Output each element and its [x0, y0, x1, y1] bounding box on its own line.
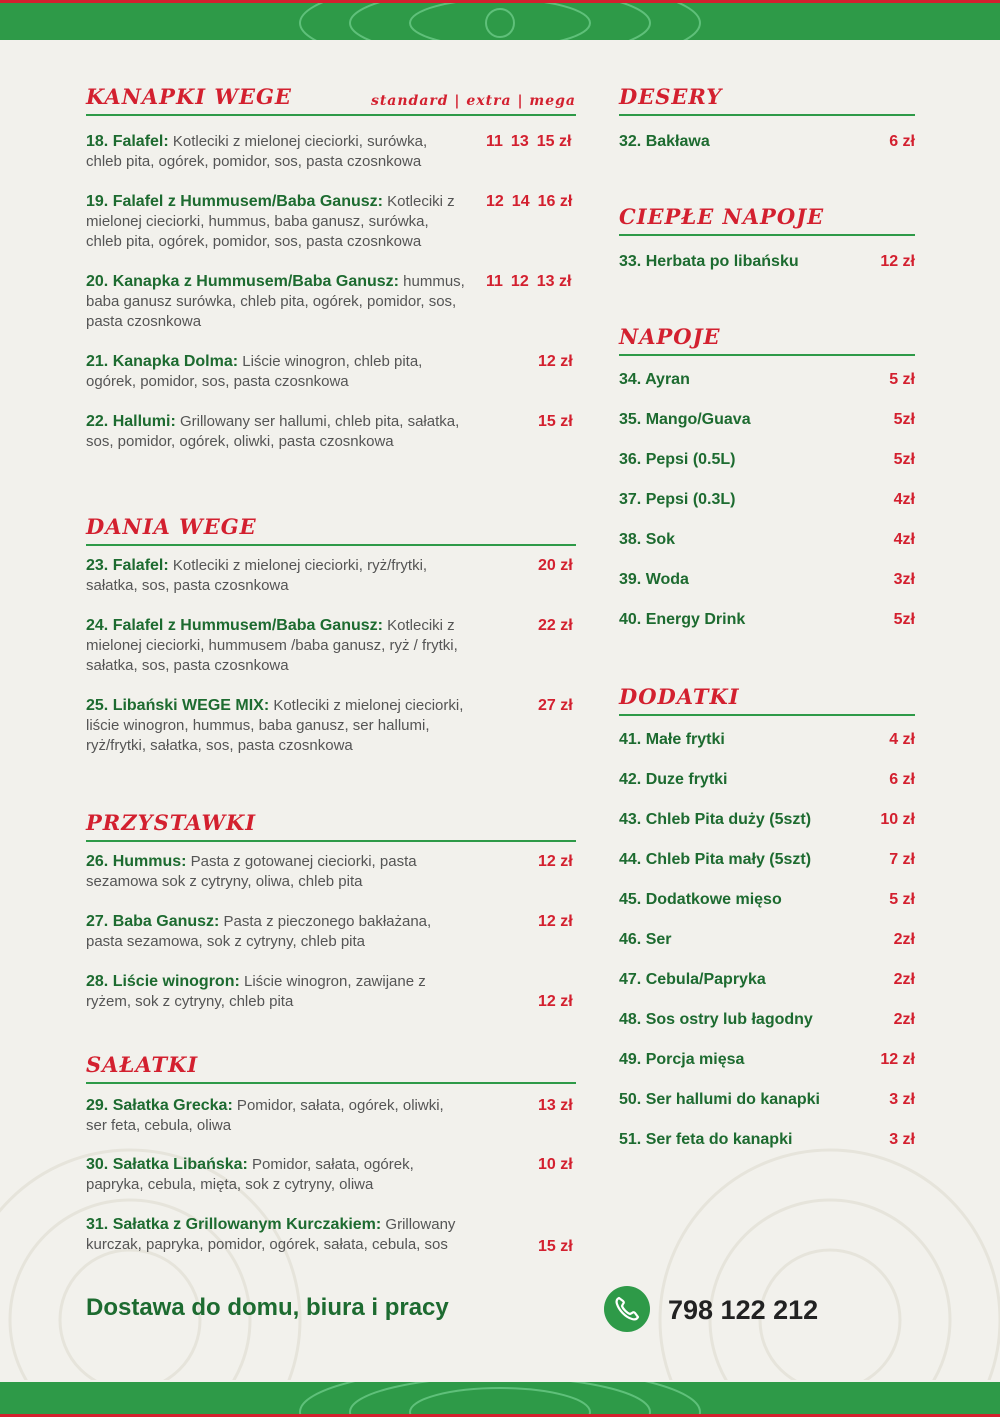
price-mega: 16 zł	[537, 193, 573, 210]
menu-item	[619, 730, 915, 750]
menu-item	[619, 1130, 915, 1150]
menu-item	[86, 1155, 573, 1195]
item-description: Pomidor, sałata, ogórek, oliwki, ser feta, cebula, oliwa	[86, 1097, 444, 1134]
item-price: 5 zł	[889, 371, 915, 388]
section-cieple-napoje	[619, 200, 915, 270]
section-napoje	[619, 320, 915, 628]
item-name: 34. Ayran	[619, 371, 690, 388]
item-name: 40. Energy Drink	[619, 611, 746, 628]
item-price: 10 zł	[538, 1156, 573, 1173]
menu-item	[86, 132, 572, 172]
item-description: hummus, baba ganusz surówka, chleb pita, ogórek, pomidor, sos, pasta czosnkowa	[86, 273, 465, 330]
item-price: 15 zł	[538, 413, 573, 430]
item-price: 4zł	[893, 491, 915, 508]
item-name: 42. Duze frytki	[619, 771, 728, 788]
item-price: 2zł	[893, 931, 915, 948]
item-price: 3zł	[893, 571, 915, 588]
item-name: 27. Baba Ganusz:	[86, 913, 220, 930]
menu-item	[619, 132, 915, 152]
item-price: 5 zł	[889, 891, 915, 908]
price-standard: 11	[486, 133, 503, 150]
menu-item	[619, 410, 915, 430]
item-price: 5zł	[893, 451, 915, 468]
item-price: 10 zł	[880, 811, 915, 828]
item-price: 15 zł	[538, 1238, 573, 1255]
menu-item	[619, 1010, 915, 1030]
menu-item	[86, 412, 573, 452]
item-name: 18. Falafel:	[86, 133, 169, 150]
background-ornament-right	[640, 1120, 1000, 1380]
menu-item	[619, 970, 915, 990]
section-title: PRZYSTAWKI	[86, 806, 576, 842]
item-prices	[486, 272, 579, 292]
item-price: 6 zł	[889, 133, 915, 150]
item-name: 35. Mango/Guava	[619, 411, 751, 428]
menu-item	[619, 930, 915, 950]
item-price: 12 zł	[538, 853, 573, 870]
delivery-text: Dostawa do domu, biura i pracy	[86, 1294, 449, 1321]
item-price: 4 zł	[889, 731, 915, 748]
section-dodatki	[619, 680, 915, 1148]
item-name: 45. Dodatkowe mięso	[619, 891, 782, 908]
phone-glyph	[604, 1286, 650, 1332]
menu-item	[86, 972, 573, 1012]
section-dania-wege	[86, 510, 576, 754]
menu-item	[619, 1050, 915, 1070]
menu-item	[86, 192, 573, 252]
item-name: 25. Libański WEGE MIX:	[86, 697, 270, 714]
menu-item	[619, 890, 915, 910]
item-price: 12 zł	[538, 913, 573, 930]
item-price: 5zł	[893, 411, 915, 428]
menu-item	[86, 556, 573, 596]
item-name: 36. Pepsi (0.5L)	[619, 451, 736, 468]
item-price: 22 zł	[538, 617, 573, 634]
menu-item	[619, 850, 915, 870]
item-name: 41. Małe frytki	[619, 731, 725, 748]
left-column	[86, 80, 576, 1255]
section-title-text: KANAPKI WEGE	[86, 84, 292, 109]
item-description: Kotleciki z mielonej cieciorki, hummusem /baba ganusz, ryż / frytki, sałatka, sos, pasta czosnkowa	[86, 617, 458, 674]
right-column	[619, 80, 915, 1148]
item-name: 47. Cebula/Papryka	[619, 971, 766, 988]
item-name: 32. Bakława	[619, 133, 710, 150]
item-name: 50. Ser hallumi do kanapki	[619, 1091, 820, 1108]
section-desery	[619, 80, 915, 150]
menu-item	[86, 696, 573, 756]
item-name: 21. Kanapka Dolma:	[86, 353, 239, 370]
item-price: 20 zł	[538, 557, 573, 574]
menu-item	[86, 1096, 573, 1136]
item-name: 38. Sok	[619, 531, 676, 548]
item-name: 26. Hummus:	[86, 853, 187, 870]
price-standard: 11	[486, 273, 503, 290]
section-salatki	[86, 1048, 576, 1255]
menu-item	[619, 370, 915, 390]
item-name: 44. Chleb Pita mały (5szt)	[619, 851, 812, 868]
item-prices	[486, 132, 579, 152]
item-price: 2zł	[893, 1011, 915, 1028]
price-extra: 14	[511, 193, 530, 210]
mandala-ornament-top	[270, 0, 730, 40]
menu-item	[619, 530, 915, 550]
menu-item	[86, 852, 573, 892]
item-description: Pomidor, sałata, ogórek, papryka, cebula, mięta, sok z cytryny, oliwa	[86, 1156, 414, 1193]
menu-item	[619, 610, 915, 630]
section-title: DESERY	[619, 80, 915, 116]
price-mega: 15 zł	[536, 133, 572, 150]
item-description: Kotleciki z mielonej cieciorki, ryż/frytki, sałatka, sos, pasta czosnkowa	[86, 557, 428, 594]
price-extra: 13	[510, 133, 529, 150]
item-prices	[486, 192, 580, 212]
item-description: Kotleciki z mielonej cieciorki, liście winogron, hummus, baba ganusz, ser hallumi, ryż/frytki, sałatka, sos, pasta czosnkowa	[86, 697, 464, 754]
item-description: Grillowany kurczak, papryka, pomidor, ogórek, sałata, cebula, sos	[86, 1216, 456, 1253]
phone-number[interactable]: 798 122 212	[668, 1295, 819, 1325]
section-kanapki-wege	[86, 80, 576, 480]
item-name: 29. Sałatka Grecka:	[86, 1097, 233, 1114]
item-price: 13 zł	[538, 1097, 573, 1114]
item-price: 6 zł	[889, 771, 915, 788]
menu-item	[86, 1215, 573, 1255]
item-price: 7 zł	[889, 851, 915, 868]
menu-item	[619, 1090, 915, 1110]
item-name: 51. Ser feta do kanapki	[619, 1131, 793, 1148]
item-price: 5zł	[893, 611, 915, 628]
menu-item	[86, 616, 573, 676]
section-title: CIEPŁE NAPOJE	[619, 200, 915, 236]
price-standard: 12	[486, 193, 504, 210]
section-title	[86, 80, 576, 116]
item-name: 20. Kanapka z Hummusem/Baba Ganusz:	[86, 273, 399, 290]
item-name: 24. Falafel z Hummusem/Baba Ganusz:	[86, 617, 383, 634]
item-name: 43. Chleb Pita duży (5szt)	[619, 811, 812, 828]
item-description: Liście winogron, zawijane z ryżem, sok z cytryny, chleb pita	[86, 973, 426, 1010]
size-header: standard | extra | mega	[370, 93, 576, 109]
menu-item	[619, 810, 915, 830]
item-description: Kotleciki z mielonej cieciorki, hummus, baba ganusz, surówka, chleb pita, ogórek, pomidor, sos, pasta czosnkowa	[86, 193, 455, 250]
price-extra: 12	[510, 273, 529, 290]
item-name: 46. Ser	[619, 931, 672, 948]
item-description: Liście winogron, chleb pita, ogórek, pomidor, sos, pasta czosnkowa	[86, 353, 423, 390]
item-price: 3 zł	[889, 1091, 915, 1108]
item-description: Pasta z gotowanej cieciorki, pasta sezamowa sok z cytryny, oliwa, chleb pita	[86, 853, 417, 890]
item-price: 12 zł	[880, 253, 915, 270]
section-title: DODATKI	[619, 680, 915, 716]
section-przystawki	[86, 806, 576, 1010]
mandala-ornament-bottom	[270, 1382, 730, 1417]
item-price: 2zł	[893, 971, 915, 988]
section-title: DANIA WEGE	[86, 510, 576, 546]
item-price: 12 zł	[538, 353, 573, 370]
item-price: 27 zł	[538, 697, 573, 714]
item-name: 28. Liście winogron:	[86, 973, 240, 990]
phone-icon[interactable]	[604, 1286, 650, 1332]
section-title: NAPOJE	[619, 320, 915, 356]
menu-item	[619, 252, 915, 272]
item-name: 37. Pepsi (0.3L)	[619, 491, 736, 508]
item-name: 22. Hallumi:	[86, 413, 176, 430]
item-name: 31. Sałatka z Grillowanym Kurczakiem:	[86, 1216, 382, 1233]
item-price: 4zł	[893, 531, 915, 548]
item-description: Grillowany ser hallumi, chleb pita, sałatka, sos, pomidor, ogórek, oliwki, pasta czosnkowa	[86, 413, 460, 450]
item-name: 30. Sałatka Libańska:	[86, 1156, 248, 1173]
menu-item	[619, 450, 915, 470]
item-name: 23. Falafel:	[86, 557, 169, 574]
item-price: 12 zł	[538, 993, 573, 1010]
menu-item	[86, 272, 572, 332]
menu-item	[619, 490, 915, 510]
item-name: 49. Porcja mięsa	[619, 1051, 745, 1068]
menu-item	[86, 912, 573, 952]
item-description: Kotleciki z mielonej cieciorki, surówka, chleb pita, ogórek, pomidor, sos, pasta czosnkowa	[86, 133, 428, 170]
item-price: 3 zł	[889, 1131, 915, 1148]
item-description: Pasta z pieczonego bakłażana, pasta sezamowa, sok z cytryny, chleb pita	[86, 913, 432, 950]
item-name: 19. Falafel z Hummusem/Baba Ganusz:	[86, 193, 383, 210]
menu-item	[619, 770, 915, 790]
item-name: 33. Herbata po libańsku	[619, 253, 799, 270]
item-name: 39. Woda	[619, 571, 689, 588]
menu-item	[86, 352, 573, 392]
item-price: 12 zł	[880, 1051, 915, 1068]
section-title: SAŁATKI	[86, 1048, 576, 1084]
menu-item	[619, 570, 915, 590]
bottom-band	[0, 1382, 1000, 1417]
price-mega: 13 zł	[536, 273, 572, 290]
item-name: 48. Sos ostry lub łagodny	[619, 1011, 813, 1028]
top-band	[0, 0, 1000, 40]
